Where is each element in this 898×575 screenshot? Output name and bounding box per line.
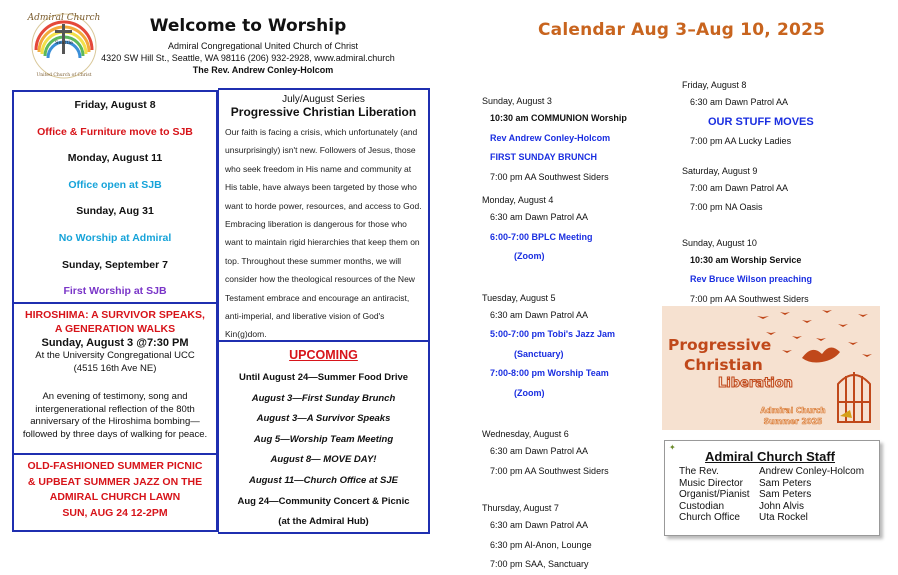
- series-box: [218, 88, 430, 342]
- calendar-event: 7:00 pm AA Lucky Ladies: [690, 136, 792, 146]
- calendar-day-heading: Wednesday, August 6: [482, 429, 569, 439]
- series-text: Our faith is facing a crisis, which unfortunately (and unsurprisingly) isn't new. Followers of Jesus, those who seek freedom in His name and community at His table, have always been targeted by those who want to horde power, resources, and access to God. Embracing liberation is dangerous for those who want to maintain rigid hierarchies that keep them on top. Throughout these summer months, we will consider how the theological resources of the New Testament embrace and encourage an antiracist, anti-imperial, and liberative vision of God's Kin(g)dom.: [225, 127, 422, 340]
- pin-icon: ✦: [669, 443, 676, 452]
- logo-text-mid: Seattle: [55, 40, 73, 46]
- calendar-spacer: [482, 481, 652, 503]
- calendar-event: 6:30 am Dawn Patrol AA: [690, 97, 789, 107]
- key-date-item: Friday, August 8: [74, 99, 156, 111]
- calendar-day-heading: Monday, August 4: [482, 195, 554, 205]
- staff-role: Organist/Pianist: [679, 489, 750, 500]
- upcoming-box: [218, 340, 430, 534]
- calendar-event: 7:00 pm NA Oasis: [690, 202, 763, 212]
- staff-list: [679, 466, 864, 524]
- calendar-event: (Zoom): [514, 251, 545, 261]
- calendar-event: 7:00 am Dawn Patrol AA: [690, 182, 789, 193]
- picnic-line4: SUN, AUG 24 12-2PM: [62, 506, 168, 519]
- graphic-small-line1: Admiral Church: [760, 406, 826, 415]
- calendar-event: OUR STUFF MOVES: [708, 115, 814, 128]
- upcoming-title: UPCOMING: [289, 348, 358, 362]
- staff-title: Admiral Church Staff: [705, 449, 836, 464]
- calendar-title: Calendar Aug 3–Aug 10, 2025: [538, 20, 826, 40]
- calendar-event: 6:00-7:00 BPLC Meeting: [490, 231, 593, 242]
- series-graphic: [662, 306, 880, 430]
- key-date-item: Office open at SJB: [68, 178, 162, 191]
- hiroshima-venue: At the University Congregational UCC: [35, 350, 195, 361]
- calendar-spacer: [482, 403, 652, 429]
- graphic-line1: Progressive: [668, 336, 772, 354]
- calendar-day-heading: Friday, August 8: [682, 80, 747, 90]
- picnic-line3: ADMIRAL CHURCH LAWN: [49, 491, 181, 503]
- calendar-event: 10:30 am COMMUNION Worship: [490, 113, 627, 123]
- hiroshima-venue-address: (4515 16th Ave NE): [73, 362, 157, 374]
- calendar-event: (Sanctuary): [514, 348, 564, 359]
- church-address: 4320 SW Hill St., Seattle, WA 98116 (206) 932-2928, www.admiral.church: [101, 53, 395, 63]
- upcoming-item: Until August 24—Summer Food Drive: [238, 372, 409, 383]
- calendar-event: 6:30 am Dawn Patrol AA: [490, 520, 589, 530]
- calendar-day-heading: Tuesday, August 5: [482, 292, 556, 303]
- calendar-column-2: [682, 80, 882, 309]
- upcoming-list: [219, 368, 428, 533]
- graphic-small-line2: Summer 2025: [763, 417, 823, 426]
- calendar-event: FIRST SUNDAY BRUNCH: [490, 152, 598, 162]
- picnic-box: [12, 454, 218, 532]
- logo-text-bottom: United Church of Christ: [36, 73, 92, 78]
- calendar-column-1: [482, 96, 652, 575]
- calendar-event: 7:00 pm AA Southwest Siders: [490, 465, 609, 476]
- calendar-event: 6:30 am Dawn Patrol AA: [490, 309, 589, 320]
- staff-row: [679, 478, 864, 490]
- staff-role: Music Director: [679, 477, 743, 489]
- calendar-event: 5:00-7:00 pm Tobi's Jazz Jam: [490, 329, 616, 339]
- hiroshima-title-line1: HIROSHIMA: A SURVIVOR SPEAKS,: [25, 309, 205, 321]
- calendar-event: 7:00 pm SAA, Sanctuary: [490, 559, 589, 569]
- key-date-item: Office & Furniture move to SJB: [37, 125, 193, 138]
- upcoming-item: August 3—A Survivor Speaks: [256, 413, 391, 425]
- staff-name: John Alvis: [759, 500, 805, 512]
- calendar-day-heading: Thursday, August 7: [482, 503, 559, 513]
- key-dates-list: [14, 98, 216, 311]
- calendar-event: 7:00 pm AA Southwest Siders: [490, 171, 609, 182]
- key-dates-box: [12, 90, 218, 304]
- upcoming-item: Aug 5—Worship Team Meeting: [253, 433, 394, 445]
- calendar-spacer: [682, 218, 882, 238]
- upcoming-item: August 3—First Sunday Brunch: [251, 392, 396, 404]
- calendar-event: 7:00 pm AA Southwest Siders: [690, 293, 809, 304]
- staff-row: [679, 512, 864, 524]
- hiroshima-date: Sunday, August 3 @7:30 PM: [41, 337, 189, 349]
- header-block: [101, 16, 408, 76]
- key-date-item: Monday, August 11: [67, 152, 163, 165]
- hiroshima-title-line2: A GENERATION WALKS: [54, 323, 176, 335]
- page-title: Welcome to Worship: [149, 16, 347, 36]
- church-name: Admiral Congregational United Church of Christ: [167, 41, 359, 51]
- upcoming-item: (at the Admiral Hub): [278, 516, 369, 528]
- calendar-event: 7:00-8:00 pm Worship Team: [490, 368, 609, 378]
- key-date-item: Sunday, Aug 31: [76, 205, 154, 218]
- staff-name: Andrew Conley-Holcom: [759, 466, 865, 477]
- key-date-item: Sunday, September 7: [61, 258, 168, 271]
- series-title: Progressive Christian Liberation: [230, 105, 417, 119]
- upcoming-item: Aug 24—Community Concert & Picnic: [237, 495, 410, 507]
- calendar-event: Rev Bruce Wilson preaching: [690, 274, 812, 284]
- calendar-spacer: [682, 152, 882, 166]
- calendar-day-heading: Sunday, August 3: [482, 96, 552, 106]
- hiroshima-box: [12, 303, 218, 455]
- staff-role: Custodian: [679, 500, 725, 512]
- staff-name: Sam Peters: [759, 477, 812, 489]
- picnic-line2: & UPBEAT SUMMER JAZZ ON THE: [27, 475, 203, 488]
- key-date-item: No Worship at Admiral: [58, 231, 172, 244]
- staff-row: [679, 501, 864, 513]
- series-subtitle: July/August Series: [282, 94, 365, 105]
- calendar-spacer: [482, 267, 652, 293]
- staff-box: [664, 440, 880, 536]
- graphic-line3: Liberation: [718, 376, 793, 391]
- calendar-day-heading: Sunday, August 10: [682, 237, 757, 248]
- staff-role: The Rev.: [679, 466, 719, 477]
- calendar-event: Rev Andrew Conley-Holcom: [490, 132, 611, 143]
- staff-role: Church Office: [679, 512, 740, 523]
- key-date-item: First Worship at SJB: [63, 285, 167, 298]
- calendar-event: 6:30 am Dawn Patrol AA: [490, 446, 589, 456]
- calendar-spacer: [482, 187, 652, 195]
- logo-text-top: Admiral Church: [27, 13, 101, 23]
- calendar-day-heading: Saturday, August 9: [682, 165, 758, 176]
- upcoming-item: August 8— MOVE DAY!: [270, 454, 377, 466]
- upcoming-item: August 11—Church Office at SJE: [248, 474, 399, 486]
- staff-row: [679, 466, 864, 478]
- calendar-event: 10:30 am Worship Service: [690, 254, 802, 265]
- graphic-line2: Christian: [684, 356, 763, 374]
- calendar-event: (Zoom): [514, 387, 545, 398]
- staff-name: Uta Rockel: [759, 512, 808, 523]
- calendar-event: 6:30 pm Al-Anon, Lounge: [490, 539, 592, 550]
- picnic-line1: OLD-FASHIONED SUMMER PICNIC: [27, 460, 203, 472]
- staff-name: Sam Peters: [759, 489, 812, 500]
- hiroshima-description: An evening of testimony, song and intergenerational reflection of the 80th anniversary of the Hiroshima bombing—followed by three days of walking for peace.: [22, 391, 208, 440]
- staff-row: [679, 489, 864, 501]
- calendar-event: 6:30 am Dawn Patrol AA: [490, 212, 589, 222]
- pastor-name: The Rev. Andrew Conley-Holcom: [192, 65, 334, 75]
